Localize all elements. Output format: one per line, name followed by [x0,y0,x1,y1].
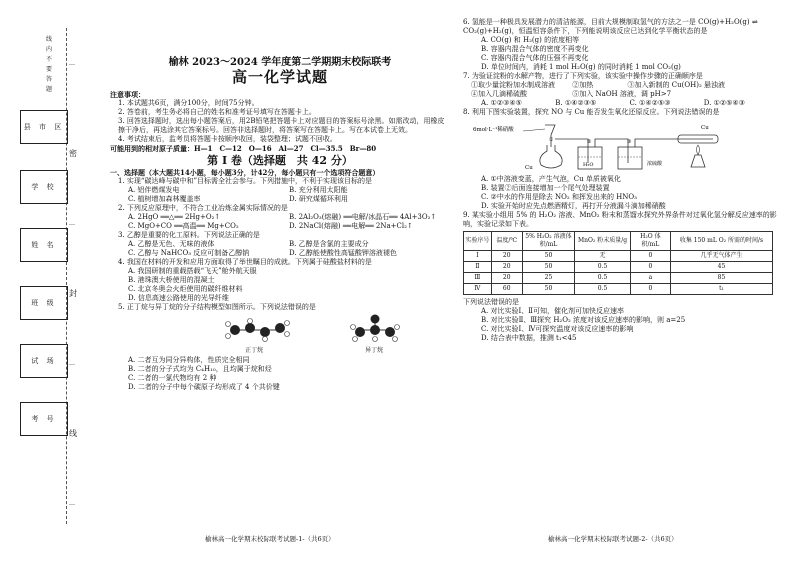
page-footer-right: 榆林高一化学期末校际联考试题-2-（共6页） [548,535,678,543]
funnel-shape [545,125,555,147]
table-cell: 20 [491,251,522,262]
option[interactable]: B. 2Al₂O₃(熔融) ══电解/冰晶石══ 4Al+3O₂↑ [289,213,437,221]
binding-char: 答 [46,76,53,83]
exam-title: 榆林 2023～2024 学年度第二学期期末校际联考 [168,57,392,68]
notice-item: 4. 考试结束后，监考员将答题卡按顺序收回，装袋整理；试题不回收。 [118,135,337,143]
option[interactable]: A. ①②③④⑤ [481,99,522,107]
option[interactable]: B. 容器内混合气体的密度不再变化 [481,45,589,53]
binding-mark: … [69,60,75,67]
notice-item: 3. 回答选择题时，选出每小题答案后，用2B铅笔把答题卡上对应题目的答案标号涂黑。如需改动，用橡皮擦干净后，再选涂其它答案标号。回答非选择题时，将答案写在答题卡上。写在本试卷上无效。 [118,117,445,134]
option[interactable]: A. 铝伴燃煤发电 [128,186,180,194]
table-cell: t₁ [670,284,772,295]
table-cell: 0.5 [575,273,631,284]
option[interactable]: C. 容器内混合气体的压强不再变化 [481,54,589,62]
option[interactable]: B. 二者的分子式均为 C₄H₁₀，且均属于烷和烃 [128,365,272,373]
table-row [464,251,773,262]
answer-row [463,99,778,108]
figure-label: ③ [627,139,632,145]
binding-char: 内 [46,46,53,53]
option[interactable]: D. 信息高速公路使用的光导纤维 [128,294,229,302]
option[interactable]: C. MgO+CO ══高温══ Mg+CO₂ [128,222,239,230]
figure-label: 6mol·L⁻¹稀硝酸 [473,127,514,133]
figure-label: ① [549,137,554,143]
field-room[interactable]: 试 场 [20,344,68,378]
table-row [464,262,773,273]
notice-item: 1. 本试题共6页，满分100分，时间75分钟。 [118,99,259,107]
table-cell: 50 [522,251,575,262]
binding-mark: … [69,220,75,227]
option[interactable]: A. CO(g) 和 H₂(g) 的浓度相等 [481,36,580,44]
apparatus-figure [463,119,778,173]
option[interactable]: C. 二者的一氯代物均有 2 种 [128,374,217,382]
binding-mark: 密 [69,149,77,158]
field-class[interactable]: 班 级 [20,286,68,320]
option[interactable]: C. 植树增加森林覆盖率 [128,195,201,203]
table-header: 实验序号 [464,232,492,251]
seal-line [66,28,67,524]
binding-char: 不 [46,56,53,63]
table-cell: 几乎无气体产生 [670,251,772,262]
option[interactable]: A. ①中溶液变蓝，产生气泡，Cu 单质被氧化 [481,175,621,183]
flask-icon [540,145,562,168]
table-cell: 45 [670,262,772,273]
option[interactable]: C. 对比实验Ⅰ、Ⅳ可探究温度对该反应速率的影响 [481,325,634,333]
option-row [110,249,450,258]
notice-heading: 注意事项： [110,90,145,99]
option-row [110,195,450,204]
figure-label: 浓硫酸 [647,161,663,167]
notice-item: 2. 答卷前，考生务必将自己的姓名和准考证号填写在答题卡上。 [118,108,316,116]
option[interactable]: A. 乙醇是无色、无味的液体 [128,240,215,248]
table-cell: Ⅳ [464,284,492,295]
molecule-figure [110,314,450,354]
field-name[interactable]: 姓 名 [20,228,68,262]
option-row [110,222,450,231]
table-cell: 0 [630,251,670,262]
question-stem: 6. 氢能是一种极具发展潜力的清洁能源，目前大规模制取氢气的方法之一是 CO(g)+H₂O(g) ⇌ CO₂(g)+H₂(g)，恒温恒容条件下，下列能说明该反应已达到化学平衡状态的是 [463,18,758,35]
n-butane-model [226,319,290,342]
question-stem: 3. 乙醇是重要的化工原料。下列说法正确的是 [118,231,260,239]
flame-icon [697,145,700,155]
question-stem: 5. 正丁烷与异丁烷的分子结构模型如图所示。下列说法错误的是 [118,303,316,311]
step: ③加入新制的 Cu(OH)₂ 悬浊液 [627,81,725,89]
figure-label: H₂O [583,162,594,168]
option-row [110,213,450,222]
option[interactable]: B. 乙醇是含氯的主要成分 [289,240,369,248]
step: ④加入几滴稀硫酸 [471,90,527,98]
question-stem: 9. 某实验小组用 5% 的 H₂O₂ 溶液、MnO₂ 粉末和蒸馏水探究外界条件对过氧化氢分解反应速率的影响，实验记录如下表。 [463,211,777,228]
apparatus-diagram [463,119,778,173]
option[interactable]: D. ①②⑤④③ [703,99,745,107]
option[interactable]: A. 对比实验Ⅰ、Ⅱ可知，催化剂可加快反应速率 [481,307,625,315]
experiment-table [463,231,773,295]
table-cell: 0.5 [575,262,631,273]
option[interactable]: B. ①④②③⑤ [555,99,597,107]
step: ⑤加入 NaOH 溶液，调 pH>7 [572,90,672,98]
table-cell: Ⅲ [464,273,492,284]
binding-mark: 线 [69,429,77,438]
table-cell: 60 [491,284,522,295]
option[interactable]: D. 实验开始时应先点燃酒精灯，再打开分液漏斗滴加稀硝酸 [481,202,666,210]
option[interactable]: A. 我国研制的重载搭载“飞天”舱外航天服 [128,267,257,275]
table-cell: 0.5 [575,284,631,295]
right-column [463,18,778,343]
binding-char: 要 [46,66,53,73]
table-header: 5% H₂O₂ 溶液体积/mL [522,232,575,251]
figure-label: Cu [525,165,533,171]
option[interactable]: C. ①④②⑤③ [629,99,671,107]
step: ①取少量淀粉加水制成溶液 [471,81,555,89]
binding-strip [0,0,92,561]
option[interactable]: D. 研究煤循环利用 [289,195,348,203]
alcohol-lamp-icon [691,155,705,167]
option[interactable]: D. 2NaCl(熔融) ══电解══ 2Na+Cl₂↑ [289,222,413,230]
question-stem: 2. 下列反应原理中，不符合工业冶炼金属实际情况的是 [118,204,288,212]
table-header: 温度/℃ [491,232,522,251]
option[interactable]: B. 充分利用太阳能 [289,186,348,194]
step: ②加热 [572,81,594,89]
table-cell: 50 [522,262,575,273]
field-school[interactable]: 学 校 [20,170,68,204]
binding-mark: … [69,500,75,507]
option[interactable]: D. 二者的分子中每个碳原子均形成了 4 个共价键 [128,383,280,391]
table-cell: 20 [491,262,522,273]
isobutane-model [351,315,400,342]
option[interactable]: B. 对比实验Ⅱ、Ⅲ探究 H₂O₂ 浓度对该反应速率的影响，则 a=25 [481,316,686,324]
table-header: 收集 150 mL O₂ 所需的时间/s [670,232,772,251]
table-cell: 0 [630,262,670,273]
left-column [110,18,450,392]
table-cell: 20 [491,273,522,284]
table-cell: Ⅱ [464,262,492,273]
page-footer-left: 榆林高一化学期末校际联考试题-1-（共6页） [205,535,335,543]
question-tail: 下列说法错误的是 [463,298,519,306]
binding-mark: 封 [69,289,77,298]
section-intro: 一、选择题（本大题共14小题，每小题3分，计42分，每小题只有一个选项符合题意） [110,168,380,177]
atomic-mass: 可能用到的相对原子质量：H—1 C—12 O—16 Al—27 Cl—35.5 Br—80 [110,144,377,153]
table-cell: Ⅰ [464,251,492,262]
table-cell: 85 [670,273,772,284]
figure-label: 异丁烷 [365,347,384,354]
option[interactable]: B. 港珠澳大桥使用的混凝土 [128,276,215,284]
table-cell: 0 [630,284,670,295]
section-title: 第 Ⅰ 卷（选择题 共 42 分） [207,154,353,167]
option[interactable]: B. 装置②后面连接增加一个尾气处理装置 [481,184,610,192]
bottle-icon [618,147,642,169]
option-row [110,186,450,195]
option[interactable]: D. 乙醇能使酸性高锰酸钾溶液褪色 [289,249,397,257]
field-county[interactable]: 县 市 区 [20,110,68,144]
option[interactable]: A. 2HgO ══△══ 2Hg+O₂↑ [128,213,221,221]
question-stem: 1. 实现“碳达峰与碳中和”目标需全社会参与。下列措施中，不利于实现该目标的是 [118,177,373,185]
table-header-row [464,232,773,251]
figure-label: Cu [701,125,709,131]
table-row [464,273,773,284]
butane-models [110,314,450,354]
question-stem: 4. 我国在材料的开发和应用方面取得了举世瞩目的成就。下列属于硅酸盐材料的是 [118,258,372,266]
option[interactable]: C. 乙醇与 NaHCO₃ 反应可制备乙醇钠 [128,249,250,257]
binding-char: 题 [46,86,53,93]
table-header: H₂O 体积/mL [630,232,670,251]
table-cell: a [630,273,670,284]
table-cell: 50 [522,284,575,295]
option[interactable]: C. 北京冬奥会火炬使用的碳纤维材料 [128,285,243,293]
question-stem: 7. 为验证淀粉的水解产物，进行了下列实验，该实验中操作步骤的正确顺序是 [463,72,703,80]
figure-label: ② [587,139,592,145]
option[interactable]: C. ②中水的作用是除去 NO₂ 和挥发出来的 HNO₃ [481,193,637,201]
binding-mark: … [69,360,75,367]
option[interactable]: D. 单位时间内，消耗 1 mol H₂O(g) 的同时消耗 1 mol CO₂(g) [481,63,681,71]
option[interactable]: D. 结合表中数据，推测 t₁<45 [481,334,577,342]
question-stem: 8. 利用下图实验装置，探究 NO 与 Cu 能否发生氧化还原反应。下列说法错误的是 [463,108,720,116]
step-list [463,81,778,99]
field-exam-number[interactable]: 考 号 [20,402,68,436]
table-row [464,284,773,295]
binding-char: 线 [46,36,53,43]
table-cell: 25 [522,273,575,284]
option[interactable]: A. 二者互为同分异构体，性质完全相同 [128,356,250,364]
table-cell: 无 [575,251,631,262]
subject-title: 高一化学试题 [231,68,328,86]
option-row [110,240,450,249]
table-header: MnO₂ 粉末质量/g [575,232,631,251]
figure-label: 正丁烷 [245,347,264,354]
